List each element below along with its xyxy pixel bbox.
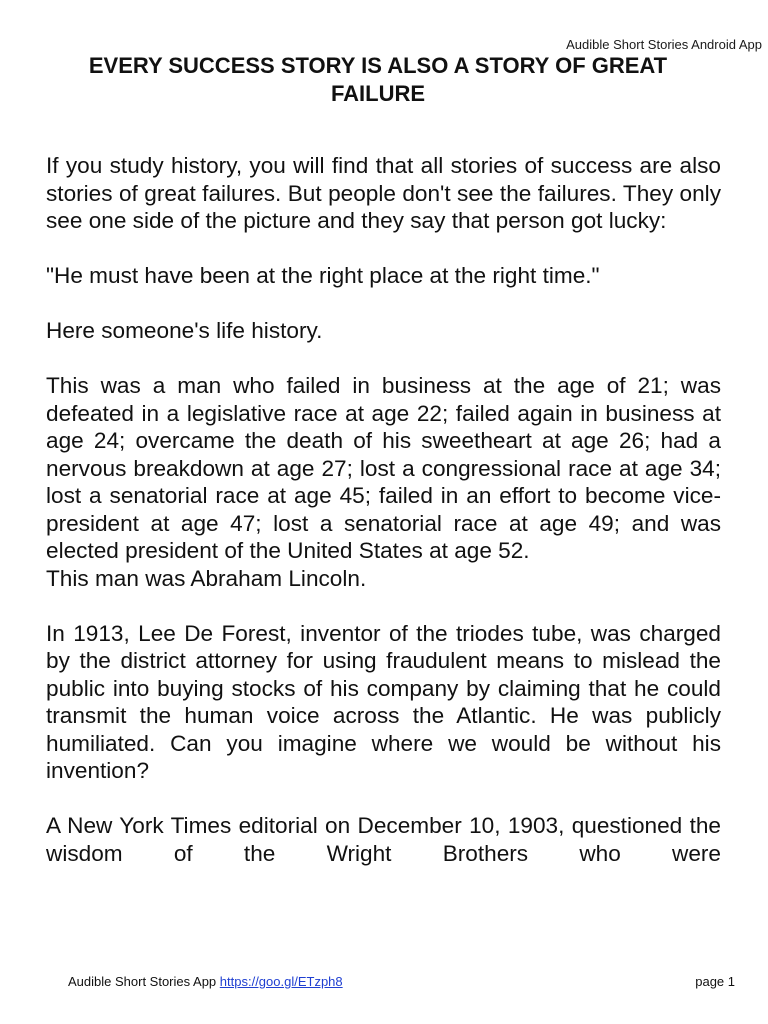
paragraph-quote: "He must have been at the right place at the right time." [46,263,600,288]
footer-app-label: Audible Short Stories App [68,974,217,989]
footer-app-info [68,974,343,990]
footer-app-link[interactable]: https://goo.gl/ETzph8 [219,974,343,989]
page-title: EVERY SUCCESS STORY IS ALSO A STORY OF GREAT FAILURE [88,53,668,106]
paragraph-intro: If you study history, you will find that all stories of success are also stories of great failures. But people don't see the failures. They only see one side of the picture and they say that person got lucky: [46,153,721,233]
paragraph-lincoln-failures: This was a man who failed in business at the age of 21; was defeated in a legislative race at age 22; failed again in business at age 24; overcame the death of his sweetheart at age 26; had a nervous breakdown at age 27; lost a congressional race at age 34; lost a senatorial race at age 45; failed in an effort to become vice-president at age 47; lost a senatorial race at age 49; and was elected president of the United States at age 52. [46,373,721,563]
paragraph-de-forest: In 1913, Lee De Forest, inventor of the triodes tube, was charged by the district attorney for using fraudulent means to mislead the public into buying stocks of his company by claiming that he could transmit the human voice across the Atlantic. He was publicly humiliated. Can you imagine where we would be without his invention? [46,620,721,783]
story-body [46,152,721,895]
paragraph-life-history: Here someone's life history. [46,318,323,343]
paragraph-lincoln-name: This man was Abraham Lincoln. [46,565,367,591]
header-app-note: Audible Short Stories Android App [566,37,762,52]
paragraph-wright-brothers: A New York Times editorial on December 10, 1903, questioned the wisdom of the Wright Brothers who were [46,813,721,866]
page-number: page 1 [695,974,735,989]
